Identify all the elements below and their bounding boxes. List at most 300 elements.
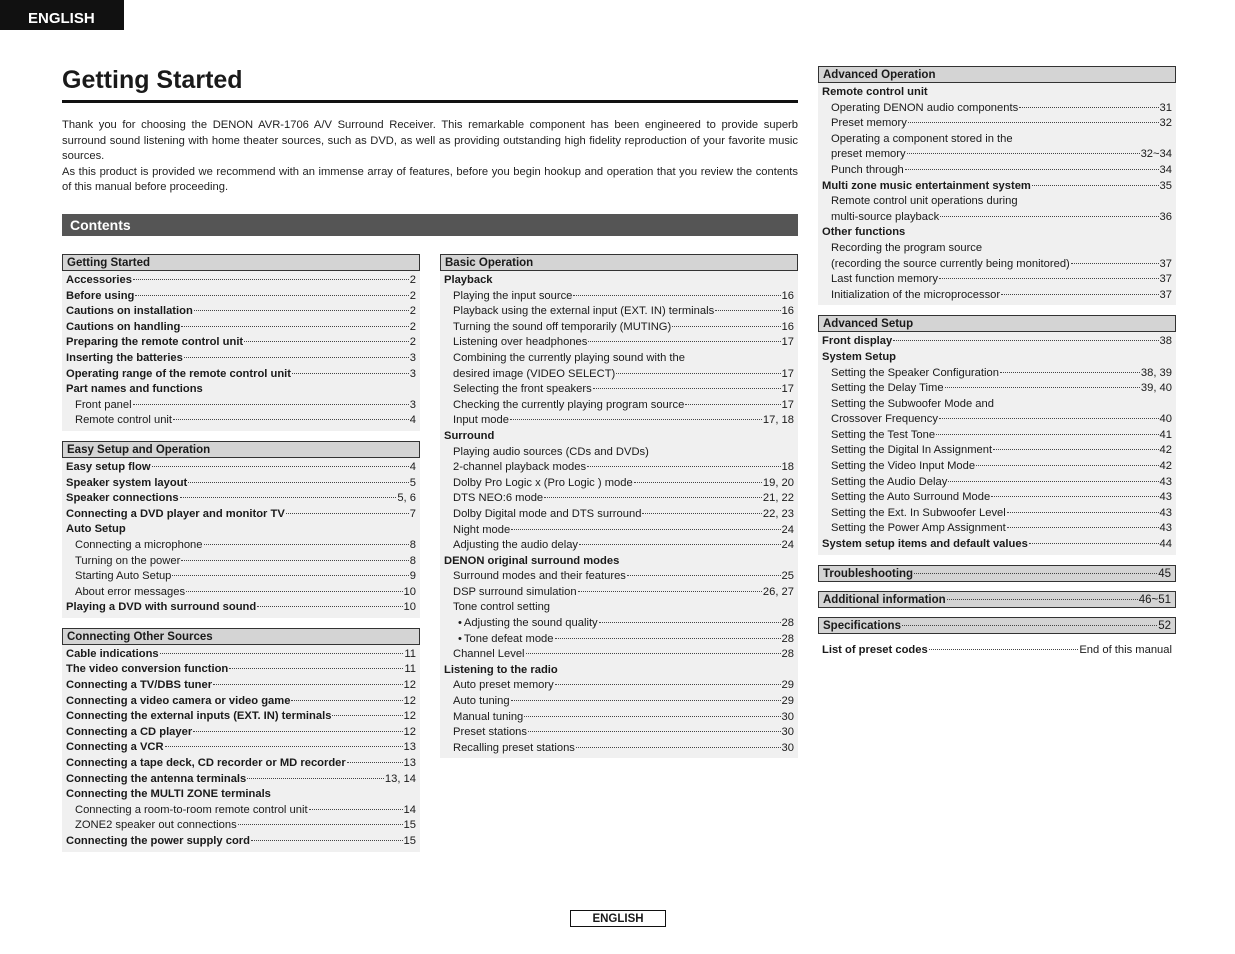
- toc-entries: [62, 645, 420, 852]
- toc-entry[interactable]: [444, 289, 794, 305]
- toc-entry-title: DTS NEO:6 mode: [453, 492, 544, 505]
- toc-entry-page: 30: [781, 726, 794, 739]
- toc-entry[interactable]: [66, 460, 416, 476]
- toc-entry-title: Connecting the power supply cord: [66, 835, 250, 847]
- toc-entry[interactable]: [66, 678, 416, 694]
- toc-entry-title: Adjusting the audio delay: [453, 539, 579, 552]
- dot-leader: [524, 716, 780, 717]
- toc-section-heading: Advanced Operation: [818, 66, 1176, 83]
- toc-entry-title: DSP surround simulation: [453, 585, 577, 598]
- toc-entry-page: 34: [1159, 163, 1172, 176]
- toc-entry[interactable]: [66, 507, 416, 523]
- dot-leader: [939, 418, 1159, 419]
- toc-entry[interactable]: [822, 366, 1172, 382]
- dot-leader: [599, 622, 781, 623]
- toc-entry-title: Connecting a tape deck, CD recorder or MD recorder: [66, 757, 346, 770]
- toc-entry[interactable]: [822, 85, 1172, 101]
- toc-entry-page: 12: [403, 679, 416, 692]
- toc-entry[interactable]: [822, 179, 1172, 195]
- dot-leader: [1029, 543, 1159, 544]
- toc-section-heading: Advanced Setup: [818, 315, 1176, 332]
- toc-column-2: [440, 254, 798, 768]
- toc-entry-page: 28: [781, 648, 794, 661]
- toc-entry[interactable]: [822, 147, 1172, 163]
- bullet-icon: •: [458, 632, 462, 645]
- toc-section-heading: Connecting Other Sources: [62, 628, 420, 645]
- toc-entry[interactable]: [818, 643, 1176, 659]
- toc-entry-title: About error messages: [75, 585, 186, 598]
- dot-leader: [292, 373, 409, 374]
- toc-entry-page: 16: [781, 320, 794, 333]
- toc-entry[interactable]: [66, 335, 416, 351]
- toc-entry[interactable]: [66, 818, 416, 834]
- toc-section: [818, 315, 1176, 554]
- toc-entry-title: Specifications: [823, 619, 901, 632]
- toc-entry[interactable]: [822, 397, 1172, 413]
- toc-entry[interactable]: [444, 507, 794, 523]
- toc-entry-title: Surround: [444, 429, 495, 442]
- toc-entry-title: Connecting the MULTI ZONE terminals: [66, 788, 271, 801]
- toc-entry[interactable]: [444, 600, 794, 616]
- toc-entry-page: 8: [409, 538, 416, 551]
- toc-entry-title: Cautions on handling: [66, 320, 181, 333]
- dot-leader: [579, 544, 781, 545]
- toc-boxed-entry[interactable]: [818, 617, 1176, 634]
- toc-entry[interactable]: [66, 662, 416, 678]
- toc-entry[interactable]: [66, 740, 416, 756]
- dot-leader: [332, 715, 402, 716]
- toc-entry-page: 43: [1159, 491, 1172, 504]
- toc-entry-title: Preparing the remote control unit: [66, 336, 244, 349]
- toc-entry-title: Auto preset memory: [453, 679, 554, 692]
- toc-entry-title: Turning the sound off temporarily (MUTING): [453, 320, 672, 333]
- toc-entry[interactable]: [444, 476, 794, 492]
- toc-entry[interactable]: [66, 351, 416, 367]
- toc-entry-title: Setting the Auto Surround Mode: [831, 491, 991, 504]
- toc-entry-title: desired image (VIDEO SELECT): [453, 367, 616, 380]
- dot-leader: [193, 731, 402, 732]
- toc-entry-title: Setting the Speaker Configuration: [831, 366, 999, 379]
- toc-entry-title: ZONE2 speaker out connections: [75, 819, 237, 832]
- dot-leader: [893, 340, 1158, 341]
- toc-entry-title: Playing the input source: [453, 289, 573, 302]
- dot-leader: [616, 373, 780, 374]
- toc-entry-title: Setting the Ext. In Subwoofer Level: [831, 506, 1006, 519]
- toc-entry-title: Starting Auto Setup: [75, 570, 172, 583]
- contents-heading: Contents: [62, 214, 798, 236]
- dot-leader: [576, 747, 781, 748]
- toc-entry-title: Auto tuning: [453, 695, 510, 708]
- toc-entry-title: Accessories: [66, 274, 132, 286]
- toc-entry-page: 24: [781, 539, 794, 552]
- toc-entry-page: 12: [403, 694, 416, 707]
- toc-entry[interactable]: [444, 335, 794, 351]
- intro-paragraph-2: As this product is provided we recommend with an immense array of features, before you begin hookup and operation that you review the contents of this manual before proceeding.: [62, 165, 798, 193]
- toc-entry[interactable]: [66, 600, 416, 616]
- toc-entry[interactable]: [822, 490, 1172, 506]
- toc-entry-page: 9: [409, 570, 416, 583]
- toc-entry-page: 13: [403, 757, 416, 770]
- toc-entry[interactable]: [822, 443, 1172, 459]
- toc-entry-page: 37: [1159, 273, 1172, 286]
- toc-boxed-entry[interactable]: [818, 591, 1176, 608]
- toc-entry-title: Playback using the external input (EXT. IN) terminals: [453, 305, 715, 318]
- toc-entry-title: Cautions on installation: [66, 305, 193, 318]
- toc-entry[interactable]: [66, 289, 416, 305]
- toc-entry-title: Before using: [66, 289, 135, 302]
- toc-entry[interactable]: [822, 257, 1172, 273]
- toc-entry-title: Troubleshooting: [823, 567, 914, 580]
- toc-entry-page: 30: [781, 710, 794, 723]
- toc-entry-page: 42: [1159, 444, 1172, 457]
- toc-entry[interactable]: [444, 460, 794, 476]
- dot-leader: [291, 700, 402, 701]
- toc-entry-title: Playing a DVD with surround sound: [66, 601, 257, 614]
- dot-leader: [1071, 263, 1159, 264]
- toc-entry-page: 2: [409, 320, 416, 333]
- toc-entry[interactable]: [444, 538, 794, 554]
- toc-entry-title: Listening to the radio: [444, 663, 558, 676]
- toc-entry[interactable]: [444, 398, 794, 414]
- toc-entry[interactable]: [66, 398, 416, 414]
- toc-entry-title: Connecting a VCR: [66, 741, 164, 754]
- dot-leader: [947, 599, 1138, 600]
- toc-entry-title: System Setup: [822, 350, 896, 363]
- toc-entry-page: 18: [781, 461, 794, 474]
- toc-entry[interactable]: [444, 304, 794, 320]
- toc-entry-page: 46~51: [1138, 593, 1171, 606]
- toc-entry-page: 12: [403, 710, 416, 723]
- toc-entry[interactable]: [444, 429, 794, 445]
- toc-entry-page: 15: [403, 835, 416, 847]
- toc-entry-page: 3: [409, 367, 416, 380]
- toc-entry[interactable]: [444, 523, 794, 539]
- toc-boxed-entry[interactable]: [818, 565, 1176, 582]
- toc-entry-title: Surround modes and their features: [453, 570, 626, 583]
- toc-entry-title: Connecting a TV/DBS tuner: [66, 679, 213, 692]
- dot-leader: [627, 575, 781, 576]
- toc-entry[interactable]: [444, 367, 794, 383]
- toc-entry-title: Easy setup flow: [66, 460, 151, 473]
- toc-entry-title: Crossover Frequency: [831, 413, 938, 426]
- toc-entry[interactable]: [444, 273, 794, 289]
- dot-leader: [309, 809, 403, 810]
- toc-entry[interactable]: [66, 382, 416, 398]
- toc-entry[interactable]: [822, 412, 1172, 428]
- dot-leader: [1032, 185, 1159, 186]
- toc-entry-page: 43: [1159, 506, 1172, 519]
- toc-entry-page: 35: [1159, 179, 1172, 192]
- toc-entry-page: 32: [1159, 117, 1172, 130]
- dot-leader: [1019, 107, 1158, 108]
- toc-entries: [818, 332, 1176, 554]
- toc-entry-page: 17: [781, 383, 794, 396]
- dot-leader: [510, 419, 762, 420]
- toc-entry[interactable]: [822, 521, 1172, 537]
- dot-leader: [511, 529, 780, 530]
- dot-leader: [914, 573, 1157, 574]
- toc-entry-title: Multi zone music entertainment system: [822, 179, 1031, 192]
- dot-leader: [715, 310, 780, 311]
- toc-entry-title: Speaker connections: [66, 492, 179, 505]
- toc-entry[interactable]: [822, 101, 1172, 117]
- toc-entry-title: System setup items and default values: [822, 538, 1028, 551]
- toc-entry-page: 40: [1159, 413, 1172, 426]
- toc-entry-page: 25: [781, 570, 794, 583]
- dot-leader: [593, 388, 781, 389]
- toc-entry-page: 5: [409, 476, 416, 489]
- toc-entry-page: 14: [403, 803, 416, 816]
- toc-entry-page: 3: [409, 351, 416, 364]
- toc-entry-title: Manual tuning: [453, 710, 524, 723]
- toc-entry-title: Other functions: [822, 226, 906, 239]
- toc-entry[interactable]: [444, 741, 794, 757]
- toc-entry[interactable]: [822, 210, 1172, 226]
- toc-entry-title: Remote control unit operations during: [831, 195, 1018, 208]
- toc-entry-page: 24: [781, 523, 794, 536]
- toc-entry[interactable]: [66, 569, 416, 585]
- toc-entry-page: 37: [1159, 288, 1172, 301]
- toc-entry-title: Inserting the batteries: [66, 351, 183, 364]
- toc-entry-title: Playback: [444, 274, 493, 286]
- dot-leader: [905, 169, 1159, 170]
- toc-entry[interactable]: [444, 382, 794, 398]
- toc-entry-title: Last function memory: [831, 273, 938, 286]
- toc-entry[interactable]: [444, 632, 794, 648]
- toc-entry-title: Setting the Test Tone: [831, 428, 936, 441]
- toc-entry-page: 32~34: [1140, 148, 1172, 161]
- dot-leader: [286, 513, 409, 514]
- toc-entry-title: Playing audio sources (CDs and DVDs): [453, 445, 649, 458]
- toc-entry[interactable]: [444, 585, 794, 601]
- toc-entry-title: Setting the Subwoofer Mode and: [831, 397, 994, 410]
- toc-entry-page: 12: [403, 725, 416, 738]
- toc-section: [818, 66, 1176, 305]
- toc-entry-page: 17: [781, 367, 794, 380]
- toc-entry[interactable]: [822, 537, 1172, 553]
- toc-entry-page: 42: [1159, 460, 1172, 473]
- toc-entry[interactable]: [66, 367, 416, 383]
- dot-leader: [936, 434, 1158, 435]
- toc-entry[interactable]: [66, 304, 416, 320]
- toc-entry-page: 38, 39: [1140, 366, 1172, 379]
- intro-text: [62, 118, 798, 196]
- toc-entry-page: 11: [404, 647, 416, 660]
- dot-leader: [251, 840, 403, 841]
- toc-entry-page: 16: [781, 305, 794, 318]
- toc-entry-page: 29: [781, 695, 794, 708]
- dot-leader: [908, 122, 1159, 123]
- toc-entry-page: 39, 40: [1140, 382, 1172, 395]
- toc-entry[interactable]: [444, 491, 794, 507]
- toc-entry[interactable]: [66, 476, 416, 492]
- toc-entry-title: Operating a component stored in the: [831, 132, 1013, 145]
- toc-entry[interactable]: [66, 787, 416, 803]
- toc-entry-title: Preset memory: [831, 117, 907, 130]
- toc-entry[interactable]: [444, 413, 794, 429]
- toc-entry[interactable]: [66, 522, 416, 538]
- toc-entry-page: 43: [1159, 475, 1172, 488]
- toc-entry-page: 28: [781, 617, 794, 630]
- toc-entry[interactable]: [66, 694, 416, 710]
- toc-entry[interactable]: [822, 116, 1172, 132]
- toc-entry[interactable]: [66, 709, 416, 725]
- toc-entry-page: 5, 6: [397, 492, 416, 505]
- toc-entry[interactable]: [444, 647, 794, 663]
- toc-entry-title: Dolby Digital mode and DTS surround: [453, 507, 642, 520]
- toc-entries: [440, 271, 798, 758]
- toc-entry-title: Tone defeat mode: [463, 632, 554, 645]
- toc-entry-title: Part names and functions: [66, 383, 203, 396]
- toc-entry-title: Punch through: [831, 163, 904, 176]
- toc-entry[interactable]: [66, 647, 416, 663]
- toc-entry-title: Setting the Video Input Mode: [831, 460, 976, 473]
- toc-entry[interactable]: [822, 241, 1172, 257]
- toc-entry[interactable]: [822, 350, 1172, 366]
- dot-leader: [945, 387, 1140, 388]
- toc-entry[interactable]: [66, 491, 416, 507]
- toc-entry-title: Connecting the external inputs (EXT. IN) terminals: [66, 710, 332, 723]
- dot-leader: [257, 606, 402, 607]
- toc-entry[interactable]: [444, 678, 794, 694]
- toc-entry-page: 4: [409, 414, 416, 427]
- language-tab: ENGLISH: [0, 0, 124, 30]
- toc-entry-page: 3: [409, 398, 416, 411]
- toc-entry-title: List of preset codes: [822, 643, 928, 656]
- toc-entry[interactable]: [822, 194, 1172, 210]
- toc-entry-page: 11: [404, 663, 416, 676]
- toc-entry-title: Speaker system layout: [66, 476, 188, 489]
- toc-entry[interactable]: [444, 351, 794, 367]
- toc-entry-page: 13, 14: [384, 772, 416, 785]
- toc-section: [62, 628, 420, 852]
- toc-entry[interactable]: [444, 445, 794, 461]
- toc-entry-page: 13: [403, 741, 416, 754]
- toc-entry[interactable]: [66, 756, 416, 772]
- toc-entry[interactable]: [822, 506, 1172, 522]
- toc-entry[interactable]: [444, 725, 794, 741]
- toc-entry[interactable]: [444, 554, 794, 570]
- toc-entry[interactable]: [822, 225, 1172, 241]
- toc-entry-page: 31: [1159, 101, 1172, 114]
- toc-entry[interactable]: [66, 554, 416, 570]
- dot-leader: [160, 653, 404, 654]
- toc-entry[interactable]: [444, 320, 794, 336]
- toc-entry-title: Connecting a CD player: [66, 725, 193, 738]
- toc-entry-title: Combining the currently playing sound with the: [453, 351, 685, 364]
- dot-leader: [940, 216, 1158, 217]
- dot-leader: [186, 591, 402, 592]
- toc-entry[interactable]: [66, 320, 416, 336]
- toc-entry[interactable]: [66, 725, 416, 741]
- toc-entry[interactable]: [444, 663, 794, 679]
- footer-language-label: ENGLISH: [570, 910, 666, 927]
- toc-entry-page: 45: [1158, 567, 1171, 580]
- toc-entry-title: Operating DENON audio components: [831, 101, 1019, 114]
- toc-entry-title: Connecting a microphone: [75, 538, 203, 551]
- toc-entry[interactable]: [822, 132, 1172, 148]
- dot-leader: [511, 700, 781, 701]
- dot-leader: [172, 575, 408, 576]
- dot-leader: [902, 625, 1157, 626]
- toc-entry[interactable]: [444, 694, 794, 710]
- toc-entry[interactable]: [444, 616, 794, 632]
- toc-entry-page: 10: [403, 601, 416, 614]
- toc-entry-title: DENON original surround modes: [444, 554, 620, 567]
- toc-entries: [62, 458, 420, 618]
- dot-leader: [1000, 372, 1140, 373]
- dot-leader: [133, 279, 409, 280]
- toc-entry[interactable]: [444, 569, 794, 585]
- toc-column-3: [818, 66, 1176, 658]
- toc-entry[interactable]: [66, 273, 416, 289]
- toc-entry-page: 29: [781, 679, 794, 692]
- toc-entry-page: 15: [403, 819, 416, 832]
- toc-entry-page: 16: [781, 289, 794, 302]
- toc-entry-title: multi-source playback: [831, 210, 940, 223]
- toc-entry[interactable]: [822, 475, 1172, 491]
- toc-entry-page: 17: [781, 398, 794, 411]
- toc-entry-title: Recalling preset stations: [453, 741, 575, 754]
- toc-entry-title: Initialization of the microprocessor: [831, 288, 1001, 301]
- toc-entry[interactable]: [822, 334, 1172, 350]
- dot-leader: [165, 746, 403, 747]
- dot-leader: [180, 497, 397, 498]
- page-title: Getting Started: [62, 64, 798, 103]
- toc-entry[interactable]: [822, 381, 1172, 397]
- toc-entry-title: Remote control unit: [75, 414, 173, 427]
- toc-entry[interactable]: [822, 163, 1172, 179]
- toc-entry-title: preset memory: [831, 148, 906, 161]
- toc-entry-title: Connecting a video camera or video game: [66, 694, 291, 707]
- dot-leader: [642, 513, 761, 514]
- dot-leader: [194, 310, 409, 311]
- toc-entry[interactable]: [66, 413, 416, 429]
- dot-leader: [1007, 512, 1159, 513]
- toc-entry-title: Front panel: [75, 398, 132, 411]
- toc-entry-page: 2: [409, 289, 416, 302]
- toc-entry[interactable]: [66, 834, 416, 850]
- toc-entry-title: Connecting the antenna terminals: [66, 772, 247, 785]
- toc-section-heading: Basic Operation: [440, 254, 798, 271]
- dot-leader: [1001, 294, 1158, 295]
- toc-entry-page: 38: [1159, 335, 1172, 348]
- toc-entry[interactable]: [66, 772, 416, 788]
- toc-entry[interactable]: [444, 710, 794, 726]
- toc-entry-title: Channel Level: [453, 648, 525, 661]
- toc-entry[interactable]: [66, 585, 416, 601]
- toc-entry[interactable]: [822, 459, 1172, 475]
- toc-entry[interactable]: [66, 538, 416, 554]
- toc-entry-page: 26, 27: [762, 585, 794, 598]
- dot-leader: [587, 466, 780, 467]
- dot-leader: [588, 341, 780, 342]
- dot-leader: [929, 649, 1079, 650]
- toc-entry-title: Setting the Power Amp Assignment: [831, 522, 1006, 535]
- toc-section-heading: Getting Started: [62, 254, 420, 271]
- bullet-icon: •: [458, 617, 462, 630]
- toc-entry[interactable]: [66, 803, 416, 819]
- dot-leader: [152, 466, 409, 467]
- toc-entry-title: Setting the Audio Delay: [831, 475, 948, 488]
- toc-entry[interactable]: [822, 428, 1172, 444]
- toc-entry-page: 17: [781, 336, 794, 349]
- dot-leader: [991, 496, 1158, 497]
- toc-entry[interactable]: [822, 288, 1172, 304]
- dot-leader: [528, 731, 781, 732]
- toc-entry-title: The video conversion function: [66, 663, 229, 676]
- toc-entry[interactable]: [822, 272, 1172, 288]
